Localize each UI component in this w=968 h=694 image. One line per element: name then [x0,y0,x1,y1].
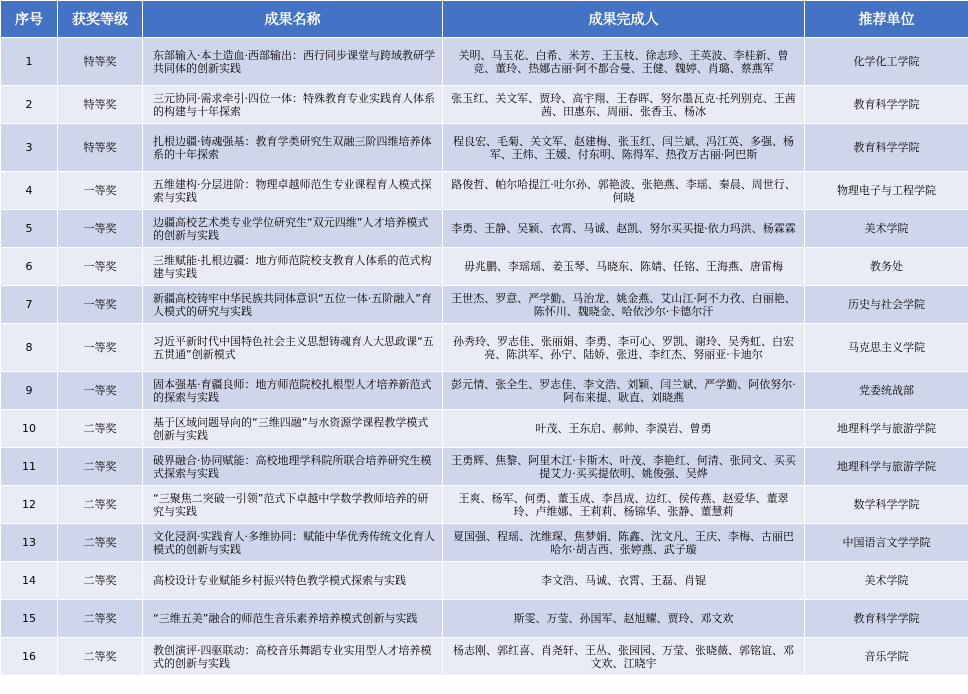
recommending-unit: 音乐学院 [805,638,968,676]
award-level: 一等奖 [58,372,143,410]
award-level: 二等奖 [58,600,143,638]
row-number: 14 [1,562,58,600]
table-row [1,562,968,600]
achievement-title: 教创演评·四驱联动：高校音乐舞蹈专业实用型人才培养模式的创新与实践 [143,638,443,676]
contributors: 夏国强、程瑶、沈维琛、焦梦娟、陈鑫、沈文凡、王庆、李梅、古丽巴哈尔·胡吉西、张婷燕、武子璇 [443,524,805,562]
achievement-title: 三维赋能·扎根边疆：地方师范院校支教育人体系的范式构建与实践 [143,248,443,286]
row-number: 13 [1,524,58,562]
achievement-title: 扎根边疆·铸魂强基：教育学类研究生双融三阶四维培养体系的十年探索 [143,124,443,172]
table-row [1,38,968,86]
recommending-unit: 美术学院 [805,562,968,600]
contributors: 程良宏、毛菊、关文军、赵建梅、张玉红、闫兰斌、冯江英、多强、杨军、王炜、王媛、付东明、陈得军、热孜万古丽·阿巴斯 [443,124,805,172]
row-number: 9 [1,372,58,410]
recommending-unit: 马克思主义学院 [805,324,968,372]
contributors: 杨志刚、郭红喜、肖尧轩、王丛、张园园、万莹、张晓薇、郭铭谊、邓文欢、江晓宇 [443,638,805,676]
award-level: 一等奖 [58,210,143,248]
achievement-title: “三聚焦二突破一引领”范式下卓越中学数学教师培养的研究与实践 [143,486,443,524]
header-award-level: 获奖等级 [58,1,143,38]
achievement-title: 破界融合·协同赋能：高校地理学科院所联合培养研究生模式探索与实践 [143,448,443,486]
award-level: 一等奖 [58,286,143,324]
contributors: 叶茂、王东启、郝帅、李漠岩、曾勇 [443,410,805,448]
recommending-unit: 教务处 [805,248,968,286]
award-level: 一等奖 [58,172,143,210]
table-row [1,210,968,248]
award-level: 特等奖 [58,124,143,172]
achievement-title: 文化浸润·实践育人·多维协同：赋能中华优秀传统文化育人模式的创新与实践 [143,524,443,562]
contributors: 彭元情、张全生、罗志佳、李文浩、刘颖、闫兰斌、严学勤、阿依努尔·阿布来提、耿直、刘晓燕 [443,372,805,410]
recommending-unit: 地理科学与旅游学院 [805,410,968,448]
achievement-title: 东部输入·本土造血·西部输出：西行同步课堂与跨域教研学共同体的创新实践 [143,38,443,86]
table-row [1,86,968,124]
contributors: 关明、马玉花、白希、米芳、王玉枝、徐志珍、王英波、李桂新、曾竞、董玲、热娜古丽·阿不都合曼、王健、魏婷、肖璐、蔡燕军 [443,38,805,86]
table-row [1,600,968,638]
award-level: 二等奖 [58,524,143,562]
award-level: 二等奖 [58,448,143,486]
contributors: 孙秀玲、罗志佳、张丽娟、李勇、李可心、罗凯、谢玲、吴秀虹、白宏亮、陈洪军、孙宁、陆娇、张进、李红杰、努丽亚·卡迪尔 [443,324,805,372]
achievement-title: 三元协同·需求牵引·四位一体：特殊教育专业实践育人体系的构建与十年探索 [143,86,443,124]
row-number: 10 [1,410,58,448]
contributors: 毋兆鹏、李瑶瑶、姜玉琴、马晓东、陈婧、任铭、王海燕、唐雷梅 [443,248,805,286]
award-level: 特等奖 [58,86,143,124]
row-number: 7 [1,286,58,324]
recommending-unit: 中国语言文学学院 [805,524,968,562]
header-row [1,1,968,38]
contributors: 王勇辉、焦黎、阿里木江·卡斯木、叶茂、李艳红、何清、张同文、买买提艾力·买买提依明、姚俊强、吴烨 [443,448,805,486]
header-number: 序号 [1,1,58,38]
recommending-unit: 教育科学学院 [805,86,968,124]
table-row [1,124,968,172]
recommending-unit: 数学科学学院 [805,486,968,524]
table-row [1,486,968,524]
contributors: 王爽、杨军、何勇、董玉成、李昌成、边红、侯传燕、赵爱华、董翠玲、卢维娜、王莉莉、杨锦华、张静、董慧莉 [443,486,805,524]
row-number: 1 [1,38,58,86]
header-achievement-title: 成果名称 [143,1,443,38]
table-row [1,638,968,676]
recommending-unit: 物理电子与工程学院 [805,172,968,210]
contributors: 张玉红、关文军、贾玲、高宇翔、王春晖、努尔墨瓦克·托列别克、王茜茜、田惠东、周丽、张香玉、杨冰 [443,86,805,124]
row-number: 3 [1,124,58,172]
contributors: 路俊哲、帕尔哈提江·吐尔孙、郭艳波、张艳燕、李瑶、秦晨、周世行、何晓 [443,172,805,210]
table-row [1,286,968,324]
recommending-unit: 地理科学与旅游学院 [805,448,968,486]
recommending-unit: 教育科学学院 [805,124,968,172]
table-row [1,410,968,448]
contributors: 李文浩、马诚、衣霄、王磊、肖锟 [443,562,805,600]
contributors: 斯雯、万莹、孙国军、赵旭耀、贾玲、邓文欢 [443,600,805,638]
award-level: 二等奖 [58,486,143,524]
recommending-unit: 美术学院 [805,210,968,248]
achievement-title: 习近平新时代中国特色社会主义思想铸魂育人大思政课“五五贯通”创新模式 [143,324,443,372]
table-row [1,524,968,562]
recommending-unit: 教育科学学院 [805,600,968,638]
contributors: 王世杰、罗意、严学勤、马治龙、姚金燕、艾山江·阿不力孜、白丽艳、陈怀川、魏晓金、哈依沙尔·卡德尔汗 [443,286,805,324]
award-level: 一等奖 [58,248,143,286]
table-row [1,324,968,372]
award-level: 一等奖 [58,324,143,372]
header-contributors: 成果完成人 [443,1,805,38]
award-level: 二等奖 [58,562,143,600]
award-level: 特等奖 [58,38,143,86]
award-level: 二等奖 [58,410,143,448]
header-recommending-unit: 推荐单位 [805,1,968,38]
row-number: 6 [1,248,58,286]
row-number: 11 [1,448,58,486]
achievement-title: 边疆高校艺术类专业学位研究生“双元四维”人才培养模式的创新与实践 [143,210,443,248]
recommending-unit: 历史与社会学院 [805,286,968,324]
achievement-title: “三维五美”融合的师范生音乐素养培养模式创新与实践 [143,600,443,638]
recommending-unit: 化学化工学院 [805,38,968,86]
recommending-unit: 党委统战部 [805,372,968,410]
table-row [1,248,968,286]
achievement-title: 高校设计专业赋能乡村振兴特色教学模式探索与实践 [143,562,443,600]
row-number: 8 [1,324,58,372]
row-number: 16 [1,638,58,676]
achievement-title: 五维建构·分层进阶：物理卓越师范生专业课程育人模式探索与实践 [143,172,443,210]
achievement-title: 新疆高校铸牢中华民族共同体意识“五位一体·五阶融入”育人模式的研究与实践 [143,286,443,324]
table-row [1,172,968,210]
award-level: 二等奖 [58,638,143,676]
achievement-title: 基于区域问题导向的“三维四融”与水资源学课程教学模式创新与实践 [143,410,443,448]
contributors: 李勇、王静、吴颖、衣霄、马诚、赵凯、努尔买买提·依力玛洪、杨霖霖 [443,210,805,248]
row-number: 15 [1,600,58,638]
row-number: 12 [1,486,58,524]
row-number: 4 [1,172,58,210]
row-number: 5 [1,210,58,248]
achievement-title: 固本强基·育疆良师：地方师范院校扎根型人才培养新范式的探索与实践 [143,372,443,410]
table-row [1,372,968,410]
table-row [1,448,968,486]
row-number: 2 [1,86,58,124]
